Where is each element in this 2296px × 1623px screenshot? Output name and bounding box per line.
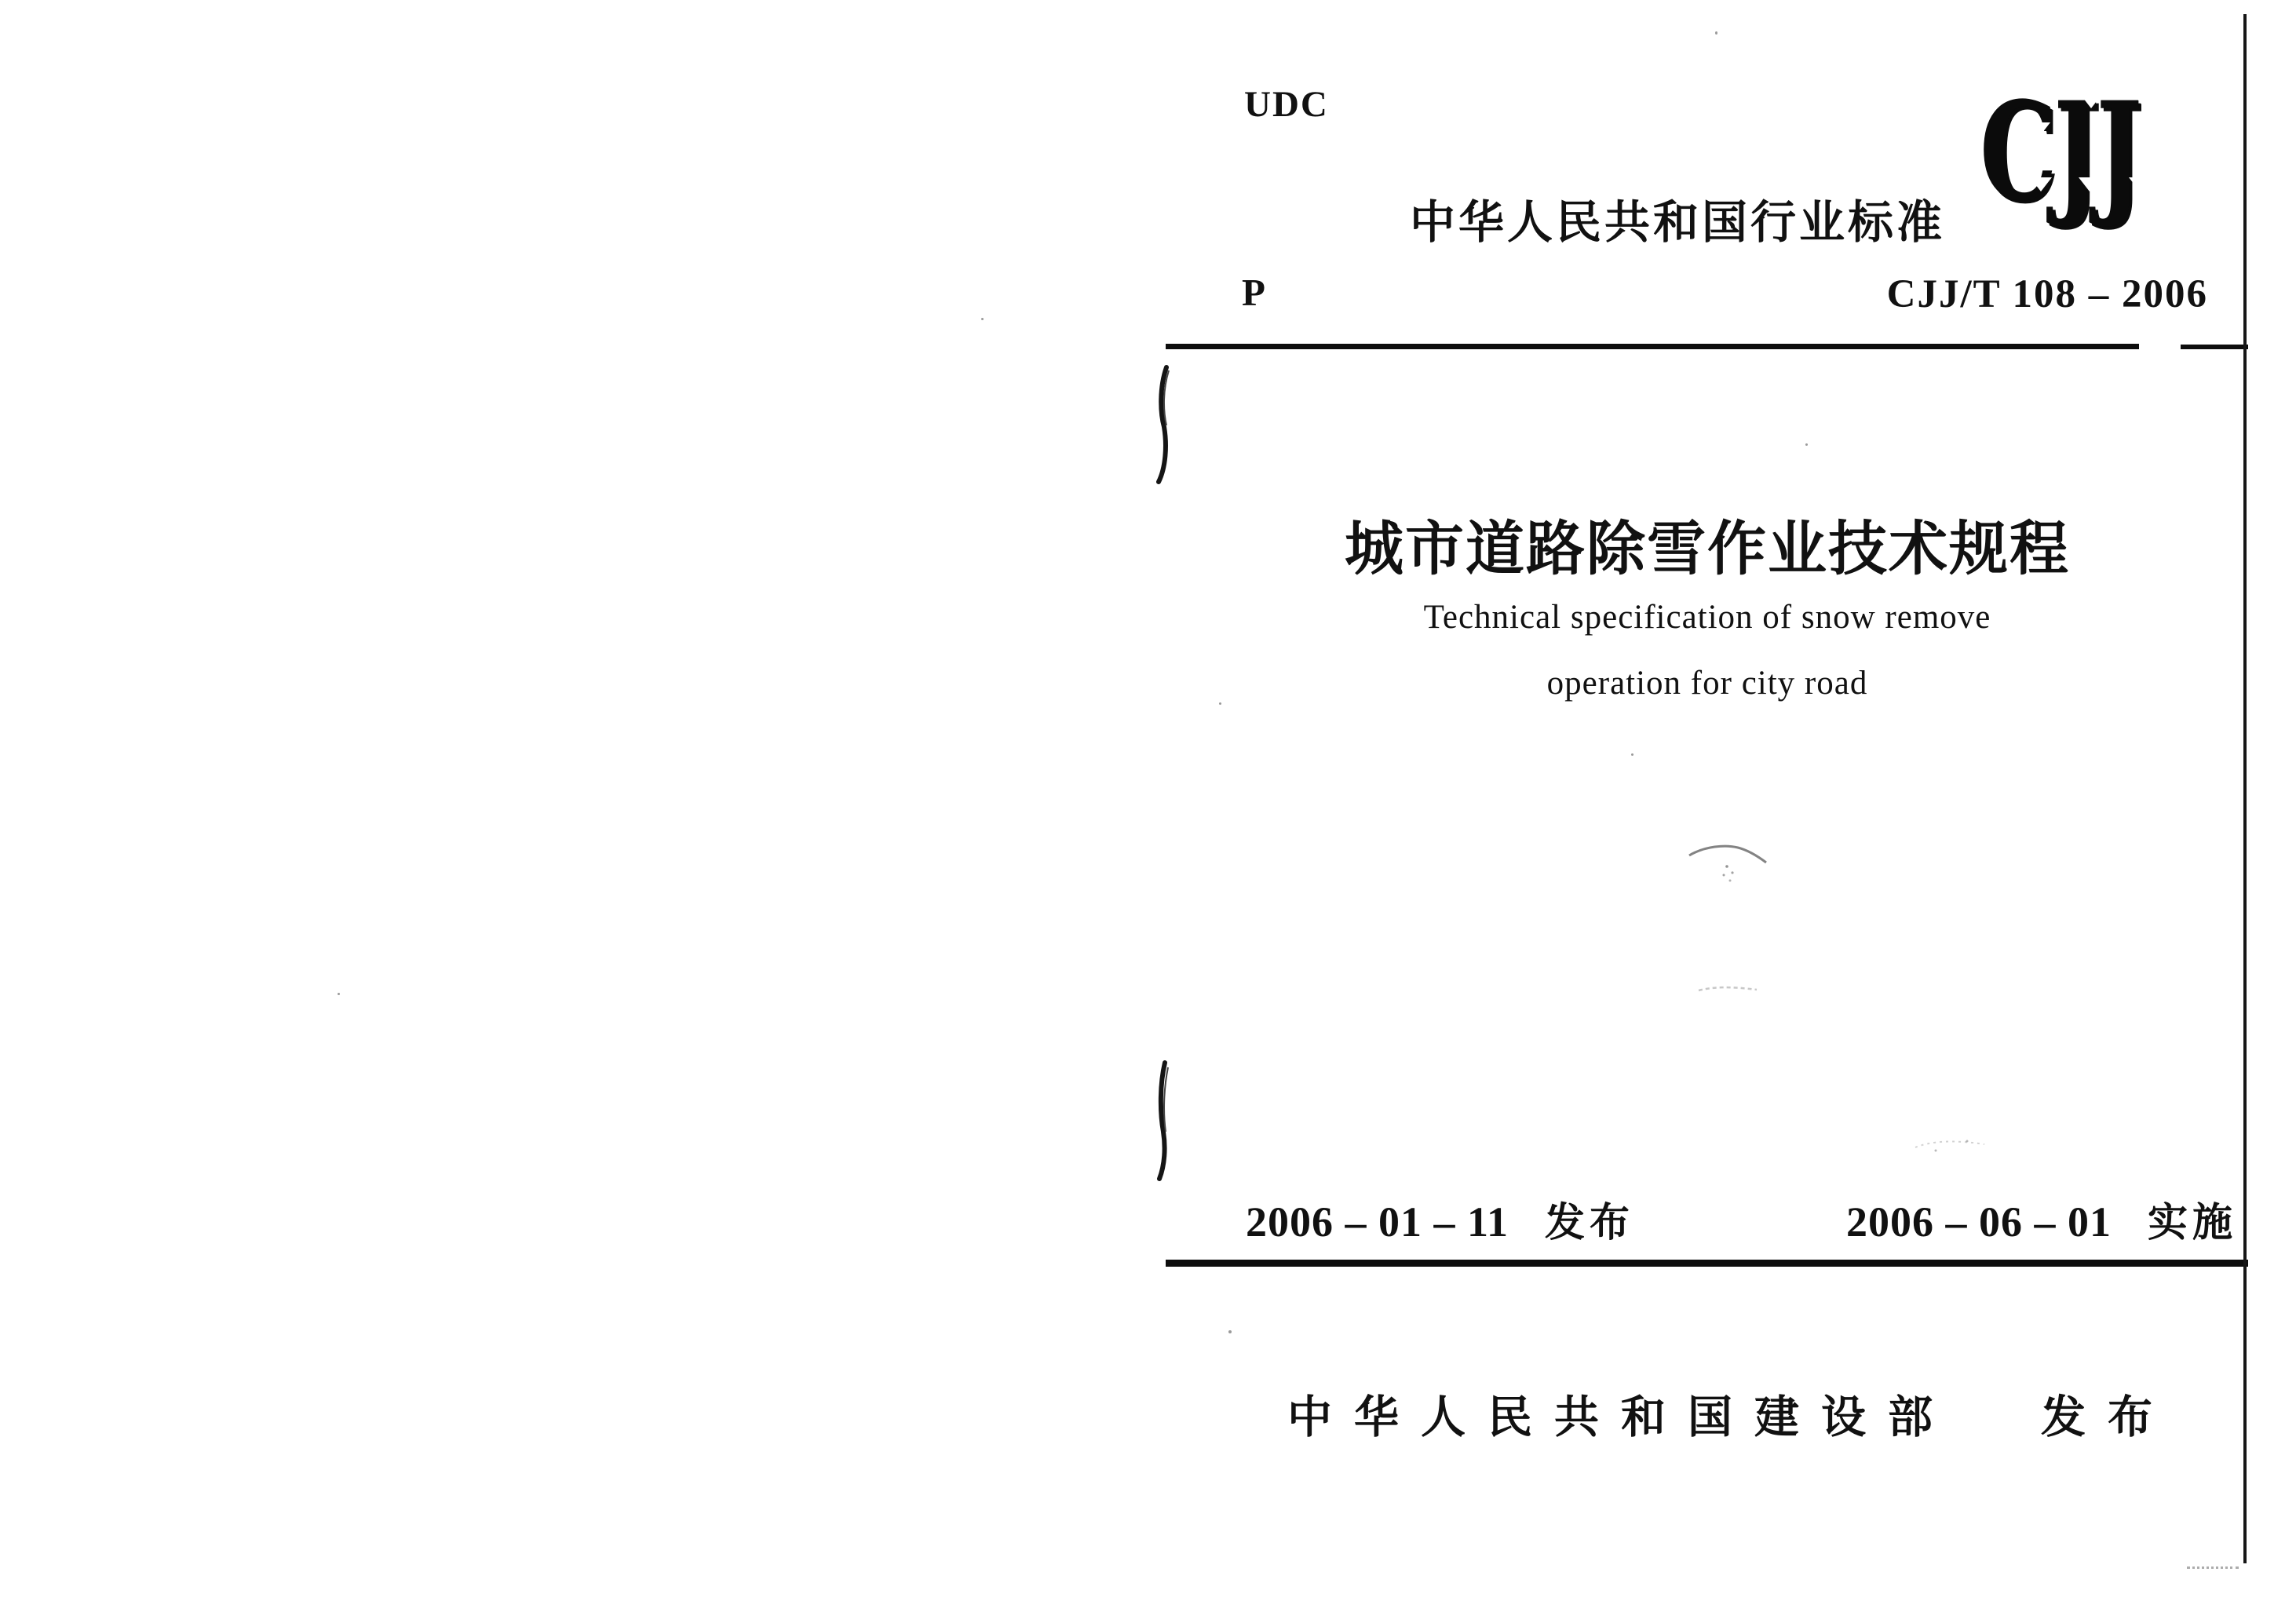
publisher-row <box>1287 1381 2174 1446</box>
binding-mark-icon <box>1154 1060 1174 1182</box>
implement-date-row <box>1846 1190 2237 1248</box>
logo-bevel-highlight <box>2028 122 2050 137</box>
publish-action-label: 发布 <box>2041 1392 2174 1442</box>
footer-rule <box>1166 1260 2248 1267</box>
pencil-smudge <box>1686 838 1772 887</box>
scan-speck <box>1715 31 1717 35</box>
udc-label: UDC <box>1244 84 1329 125</box>
header-rule <box>1166 344 2139 349</box>
classification-code: P <box>1242 271 1265 314</box>
binding-mark-icon <box>1154 364 1174 487</box>
cjj-logo-text: CJJ <box>1980 71 2139 231</box>
scan-speck <box>1805 443 1808 446</box>
document-title-english-line1: Technical specification of snow remove <box>1423 599 1991 636</box>
scan-speck <box>981 318 984 320</box>
implement-date: 2006 – 06 – 01 <box>1846 1198 2112 1246</box>
page-edge-dots <box>2187 1566 2239 1569</box>
cjj-logo <box>1980 71 2199 231</box>
issue-label: 发布 <box>1545 1200 1635 1245</box>
header-rule-dash <box>2181 345 2248 349</box>
document-title-english-line2: operation for city road <box>1546 665 1868 702</box>
logo-bevel-highlight <box>2080 94 2102 108</box>
page-edge-line <box>2243 14 2247 1563</box>
scan-speck <box>1228 1330 1232 1333</box>
pencil-smudge <box>1912 1133 1991 1157</box>
logo-bevel-highlight <box>2134 94 2155 108</box>
logo-bevel-highlight <box>2129 177 2151 191</box>
scan-speck <box>338 993 340 995</box>
standard-number: CJJ/T 108 – 2006 <box>1886 272 2208 316</box>
logo-bevel-highlight <box>2079 177 2101 191</box>
scan-speck <box>1219 702 1221 705</box>
issue-date-row <box>1246 1190 1634 1248</box>
implement-label: 实施 <box>2148 1200 2238 1245</box>
standard-type-heading: 中华人民共和国行业标准 <box>1410 197 1946 248</box>
issue-date: 2006 – 01 – 11 <box>1246 1198 1509 1246</box>
scan-speck <box>1631 753 1633 756</box>
document-title-chinese: 城市道路除雪作业技术规程 <box>1344 517 2070 582</box>
logo-bevel-highlight <box>2030 177 2052 191</box>
pencil-smudge <box>1697 983 1760 995</box>
publisher-name: 中华人民共和国建设部 <box>1287 1392 1955 1442</box>
